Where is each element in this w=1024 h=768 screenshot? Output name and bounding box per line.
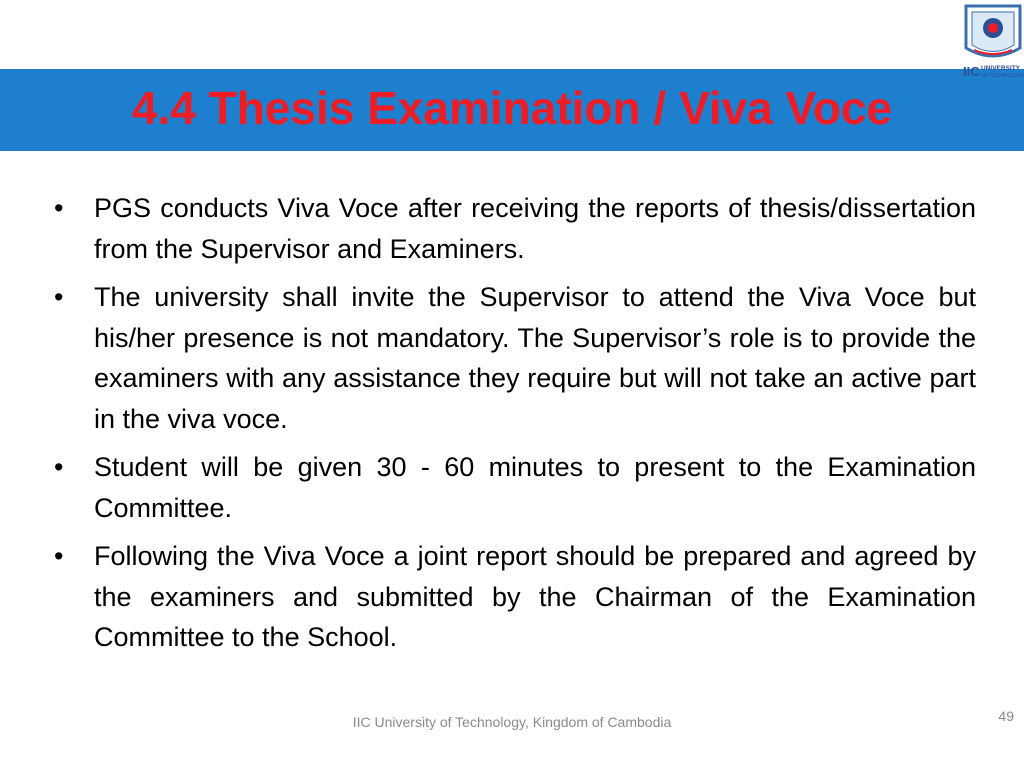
bullet-text: The university shall invite the Supervisor to attend the Viva Voce but his/her presence is not mandatory. The Supervisor’s role is to provide the examiners with any assistance they require but will not take an active part in the viva voce. bbox=[94, 282, 976, 434]
bullet-text: Following the Viva Voce a joint report should be prepared and agreed by the examiners and submitted by the Chairman of the Examination Committee to the School. bbox=[94, 541, 976, 652]
logo-text-side-1: UNIVERSITY bbox=[981, 65, 1021, 72]
bullet-text: Student will be given 30 - 60 minutes to present to the Examination Committee. bbox=[94, 452, 976, 523]
bullet-item bbox=[48, 277, 976, 439]
logo-text-side-2: OF TECHNOLOGY bbox=[981, 73, 1024, 79]
bullet-dot-icon: • bbox=[54, 193, 64, 223]
bullet-dot-icon: • bbox=[54, 452, 64, 482]
footer-text: IIC University of Technology, Kingdom of Cambodia bbox=[352, 714, 672, 730]
bullet-item bbox=[48, 447, 976, 528]
bullet-item bbox=[48, 536, 976, 658]
bullet-text: PGS conducts Viva Voce after receiving the reports of thesis/dissertation from the Supervisor and Examiners. bbox=[94, 193, 976, 264]
bullet-dot-icon: • bbox=[54, 282, 64, 312]
logo-text-main: IIC bbox=[963, 64, 980, 79]
page-number: 49 bbox=[998, 708, 1014, 724]
slide-title: 4.4 Thesis Examination / Viva Voce bbox=[131, 82, 893, 134]
university-logo bbox=[962, 0, 1024, 92]
bullet-list bbox=[48, 188, 976, 666]
bullet-item bbox=[48, 188, 976, 269]
bullet-dot-icon: • bbox=[54, 541, 64, 571]
